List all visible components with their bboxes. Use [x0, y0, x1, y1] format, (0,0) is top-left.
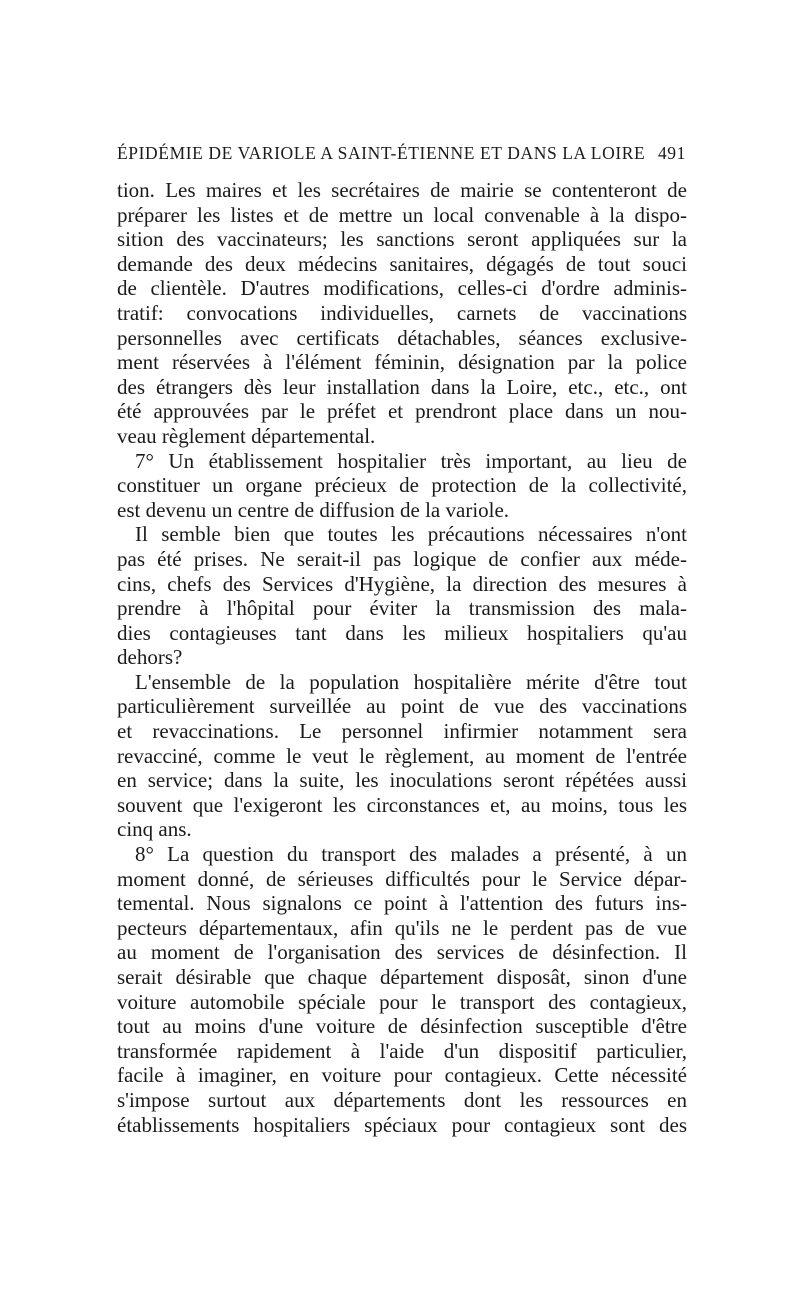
text-line: des étrangers dès leur installation dans la Loire, etc., etc., ont	[117, 374, 687, 399]
text-line: transformée rapidement à l'aide d'un dispositif particulier,	[117, 1038, 687, 1063]
text-line: été approuvées par le préfet et prendront place dans un nou-	[117, 399, 687, 424]
text-line: préparer les listes et de mettre un local convenable à la dispo-	[117, 202, 687, 227]
text-line: cinq ans.	[117, 817, 192, 842]
text-line: de clientèle. D'autres modifications, celles-ci d'ordre adminis-	[117, 276, 687, 301]
text-line: cins, chefs des Services d'Hygiène, la direction des mesures à	[117, 571, 687, 596]
text-line: pecteurs départementaux, afin qu'ils ne le perdent pas de vue	[117, 915, 687, 940]
page-number: 491	[657, 143, 686, 163]
paragraph	[117, 178, 687, 449]
text-line: 8° La question du transport des malades a présenté, à un	[135, 842, 687, 867]
running-header	[117, 143, 686, 164]
text-line: voiture automobile spéciale pour le transport des contagieux,	[117, 989, 687, 1014]
text-line: en service; dans la suite, les inoculations seront répétées aussi	[117, 768, 687, 793]
text-line: s'impose surtout aux départements dont les ressources en	[117, 1087, 687, 1112]
text-line: tion. Les maires et les secrétaires de mairie se contenteront de	[117, 178, 687, 202]
text-line: sition des vaccinateurs; les sanctions seront appliquées sur la	[117, 227, 687, 252]
text-line: Il semble bien que toutes les précautions nécessaires n'ont	[135, 522, 687, 547]
text-line: demande des deux médecins sanitaires, dégagés de tout souci	[117, 251, 687, 276]
text-line: tout au moins d'une voiture de désinfection susceptible d'être	[117, 1014, 687, 1039]
text-line: constituer un organe précieux de protection de la collectivité,	[117, 473, 687, 498]
text-line: dehors?	[117, 645, 183, 670]
running-title: ÉPIDÉMIE DE VARIOLE A SAINT-ÉTIENNE ET DANS LA LOIRE	[117, 143, 646, 163]
text-line: tratif: convocations individuelles, carnets de vaccinations	[117, 300, 687, 325]
text-line: et revaccinations. Le personnel infirmier notamment sera	[117, 719, 687, 744]
text-line: pas été prises. Ne serait-il pas logique de confier aux méde-	[117, 546, 687, 571]
text-line: est devenu un centre de diffusion de la variole.	[117, 497, 510, 522]
text-line: au moment de l'organisation des services de désinfection. Il	[117, 940, 687, 965]
text-line: 7° Un établissement hospitalier très important, au lieu de	[135, 448, 687, 473]
paragraph	[117, 670, 687, 842]
text-line: revacciné, comme le veut le règlement, au moment de l'entrée	[117, 743, 687, 768]
text-line: particulièrement surveillée au point de vue des vaccinations	[117, 694, 687, 719]
paragraph	[117, 522, 687, 670]
text-line: facile à imaginer, en voiture pour contagieux. Cette nécessité	[117, 1063, 687, 1088]
text-line: personnelles avec certificats détachables, séances exclusive-	[117, 325, 687, 350]
text-line: veau règlement départemental.	[117, 423, 376, 448]
text-line: prendre à l'hôpital pour éviter la transmission des mala-	[117, 596, 687, 621]
paragraph	[117, 449, 687, 523]
text-line: dies contagieuses tant dans les milieux hospitaliers qu'au	[117, 620, 687, 645]
body-text	[117, 178, 687, 1137]
text-line: L'ensemble de la population hospitalière mérite d'être tout	[135, 669, 687, 694]
text-line: souvent que l'exigeront les circonstances et, au moins, tous les	[117, 792, 687, 817]
text-line: serait désirable que chaque département disposât, sinon d'une	[117, 965, 687, 989]
text-line: ment réservées à l'élément féminin, désignation par la police	[117, 350, 687, 375]
text-line: moment donné, de sérieuses difficultés pour le Service dépar-	[117, 866, 687, 891]
text-line: temental. Nous signalons ce point à l'attention des futurs ins-	[117, 891, 687, 916]
text-line: établissements hospitaliers spéciaux pour contagieux sont des	[117, 1112, 687, 1137]
paragraph	[117, 842, 687, 1137]
